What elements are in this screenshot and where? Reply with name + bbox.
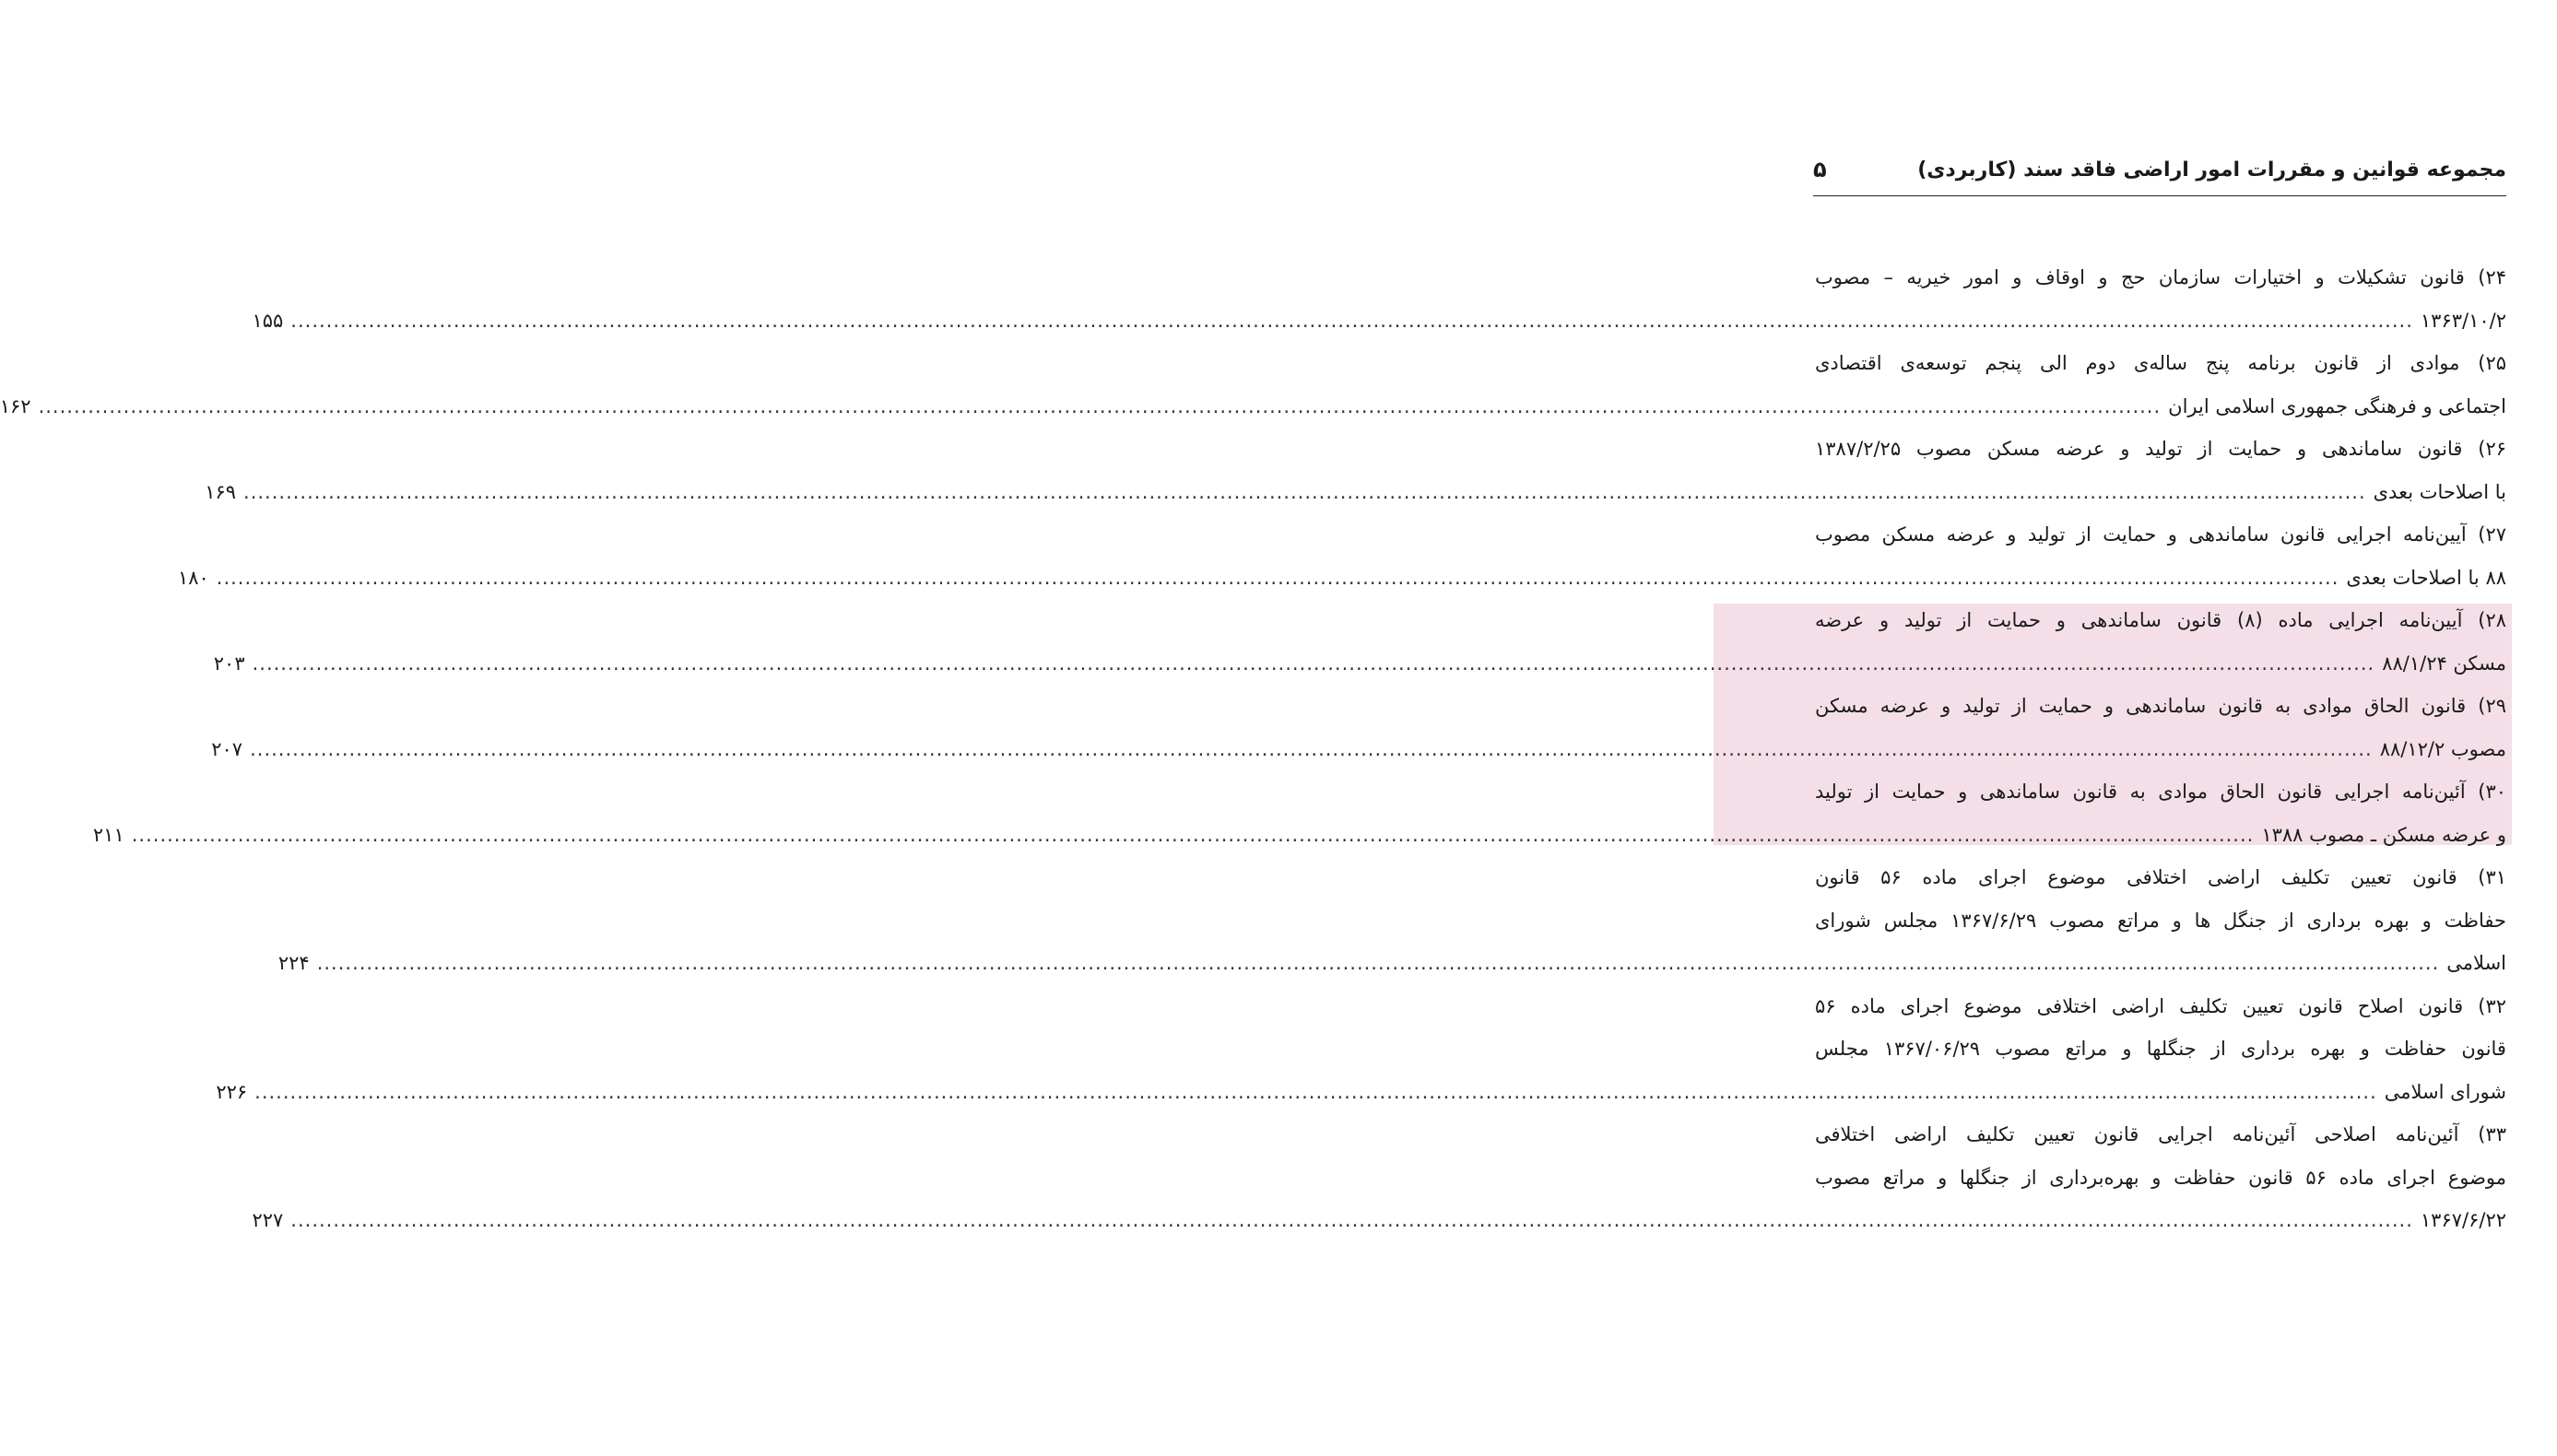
toc-entry-page-number: ۲۰۳ bbox=[213, 652, 245, 675]
toc-entry-page-number: ۲۲۶ bbox=[216, 1080, 248, 1103]
dot-leader: ............................................................................................................................................................................................................................................................................................................ bbox=[250, 737, 2373, 760]
toc-entry-text: با اصلاحات بعدی bbox=[2373, 480, 2506, 503]
dot-leader: ............................................................................................................................................................................................................................................................................................................ bbox=[216, 566, 2339, 589]
dot-leader: ............................................................................................................................................................................................................................................................................................................ bbox=[254, 1080, 2377, 1103]
toc-entry-line: ۲۸) آیین‌نامه اجرایی ماده (۸) قانون ساماندهی و حمایت از تولید و عرضه bbox=[1815, 609, 2506, 631]
toc-entry-line: ۳۱) قانون تعیین تکلیف اراضی اختلافی موضوع اجرای ماده ۵۶ قانون bbox=[1815, 866, 2507, 888]
toc-entry-line: ۲۶) قانون ساماندهی و حمایت از تولید و عرضه مسکن مصوب ۱۳۸۷/۲/۲۵ bbox=[1815, 438, 2506, 460]
toc-entry-line: ۲۴) قانون تشکیلات و اختیارات سازمان حج و اوقاف و امور خیریه – مصوب bbox=[1815, 266, 2506, 288]
toc-entry-page-number: ۲۲۴ bbox=[277, 952, 310, 974]
toc-entry bbox=[205, 428, 2506, 513]
toc-entry-text: ۸۸ با اصلاحات بعدی bbox=[2346, 566, 2506, 589]
toc-entry-page-number: ۲۱۱ bbox=[92, 823, 124, 846]
toc-entry-page-number: ۱۵۵ bbox=[252, 309, 284, 332]
toc-entry bbox=[252, 1113, 2507, 1242]
toc-entry-page-number: ۱۸۰ bbox=[177, 566, 209, 589]
toc-entry-page-number: ۲۲۷ bbox=[252, 1209, 284, 1231]
toc-entry bbox=[177, 513, 2506, 599]
toc-entry-line: ۲۷) آیین‌نامه اجرایی قانون ساماندهی و حمایت از تولید و عرضه مسکن مصوب bbox=[1815, 523, 2506, 546]
toc-entry bbox=[252, 256, 2506, 342]
toc-entry-text: مسکن ۸۸/۱/۲۴ bbox=[2382, 652, 2506, 675]
dot-leader: ............................................................................................................................................................................................................................................................................................................ bbox=[316, 952, 2440, 974]
toc-entry-text: شورای اسلامی bbox=[2384, 1080, 2506, 1103]
toc-entry-page-number: ۲۰۷ bbox=[211, 737, 243, 760]
toc-entry-last-line bbox=[252, 299, 2506, 343]
toc-entry-text: ۱۳۶۷/۶/۲۲ bbox=[2420, 1209, 2506, 1231]
table-of-contents bbox=[0, 256, 2507, 1242]
toc-entry-line: ۲۹) قانون الحاق موادی به قانون ساماندهی و حمایت از تولید و عرضه مسکن bbox=[1815, 695, 2506, 717]
toc-entry bbox=[216, 985, 2506, 1114]
book-title: مجموعه قوانین و مقررات امور اراضی فاقد سند (کاربردی) bbox=[1917, 159, 2506, 182]
toc-entry bbox=[211, 685, 2506, 770]
toc-entry-page-number: ۱۶۹ bbox=[205, 480, 237, 503]
toc-entry-last-line bbox=[205, 471, 2506, 514]
dot-leader: ............................................................................................................................................................................................................................................................................................................ bbox=[38, 394, 2162, 417]
toc-entry-last-line bbox=[177, 557, 2506, 600]
dot-leader: ............................................................................................................................................................................................................................................................................................................ bbox=[252, 652, 2375, 675]
toc-entry-last-line bbox=[211, 728, 2506, 771]
toc-entry-last-line bbox=[213, 642, 2506, 686]
toc-entry-last-line bbox=[277, 942, 2506, 985]
dot-leader: ............................................................................................................................................................................................................................................................................................................ bbox=[243, 480, 2366, 503]
toc-entry-line: ۳۳) آئین‌نامه اصلاحی آئین‌نامه اجرایی قانون تعیین تکلیف اراضی اختلافی bbox=[1815, 1123, 2506, 1145]
dot-leader: ............................................................................................................................................................................................................................................................................................................ bbox=[131, 823, 2255, 846]
toc-entry-last-line bbox=[92, 814, 2506, 857]
toc-entry bbox=[0, 342, 2506, 428]
toc-entry-text: و عرضه مسکن ـ مصوب ۱۳۸۸ bbox=[2261, 823, 2506, 846]
toc-entry-line: موضوع اجرای ماده ۵۶ قانون حفاظت و بهره‌برداری از جنگلها و مراتع مصوب bbox=[1815, 1166, 2507, 1189]
toc-entry-page-number: ۱۶۲ bbox=[0, 394, 31, 417]
toc-entry-text: مصوب ۸۸/۱۲/۲ bbox=[2379, 737, 2506, 760]
toc-entry bbox=[213, 599, 2506, 685]
toc-entry-text: اسلامی bbox=[2446, 952, 2506, 974]
toc-entry-last-line bbox=[252, 1199, 2506, 1242]
toc-entry-text: ۱۳۶۳/۱۰/۲ bbox=[2420, 309, 2506, 332]
toc-entry-line: ۳۲) قانون اصلاح قانون تعیین تکلیف اراضی اختلافی موضوع اجرای ماده ۵۶ bbox=[1815, 994, 2506, 1017]
toc-entry-last-line bbox=[216, 1071, 2506, 1114]
toc-entry bbox=[277, 856, 2507, 985]
toc-entry-line: ۲۵) موادی از قانون برنامه پنج ساله‌ی دوم الی پنجم توسعه‌ی اقتصادی bbox=[1815, 352, 2506, 374]
dot-leader: ............................................................................................................................................................................................................................................................................................................ bbox=[290, 309, 2413, 332]
toc-entry bbox=[92, 770, 2506, 856]
toc-entry-text: اجتماعی و فرهنگی جمهوری اسلامی ایران bbox=[2168, 394, 2506, 417]
page-header bbox=[1813, 155, 2506, 196]
toc-entry-line: ۳۰) آئین‌نامه اجرایی قانون الحاق موادی به قانون ساماندهی و حمایت از تولید bbox=[1815, 781, 2506, 803]
dot-leader: ............................................................................................................................................................................................................................................................................................................ bbox=[290, 1209, 2413, 1231]
page-number: ۵ bbox=[1813, 157, 1827, 182]
toc-entry-line: حفاظت و بهره برداری از جنگل ها و مراتع مصوب ۱۳۶۷/۶/۲۹ مجلس شورای bbox=[1815, 909, 2506, 932]
toc-entry-last-line bbox=[0, 385, 2506, 429]
toc-entry-line: قانون حفاظت و بهره برداری از جنگلها و مراتع مصوب ۱۳۶۷/۰۶/۲۹ مجلس bbox=[1815, 1038, 2506, 1060]
